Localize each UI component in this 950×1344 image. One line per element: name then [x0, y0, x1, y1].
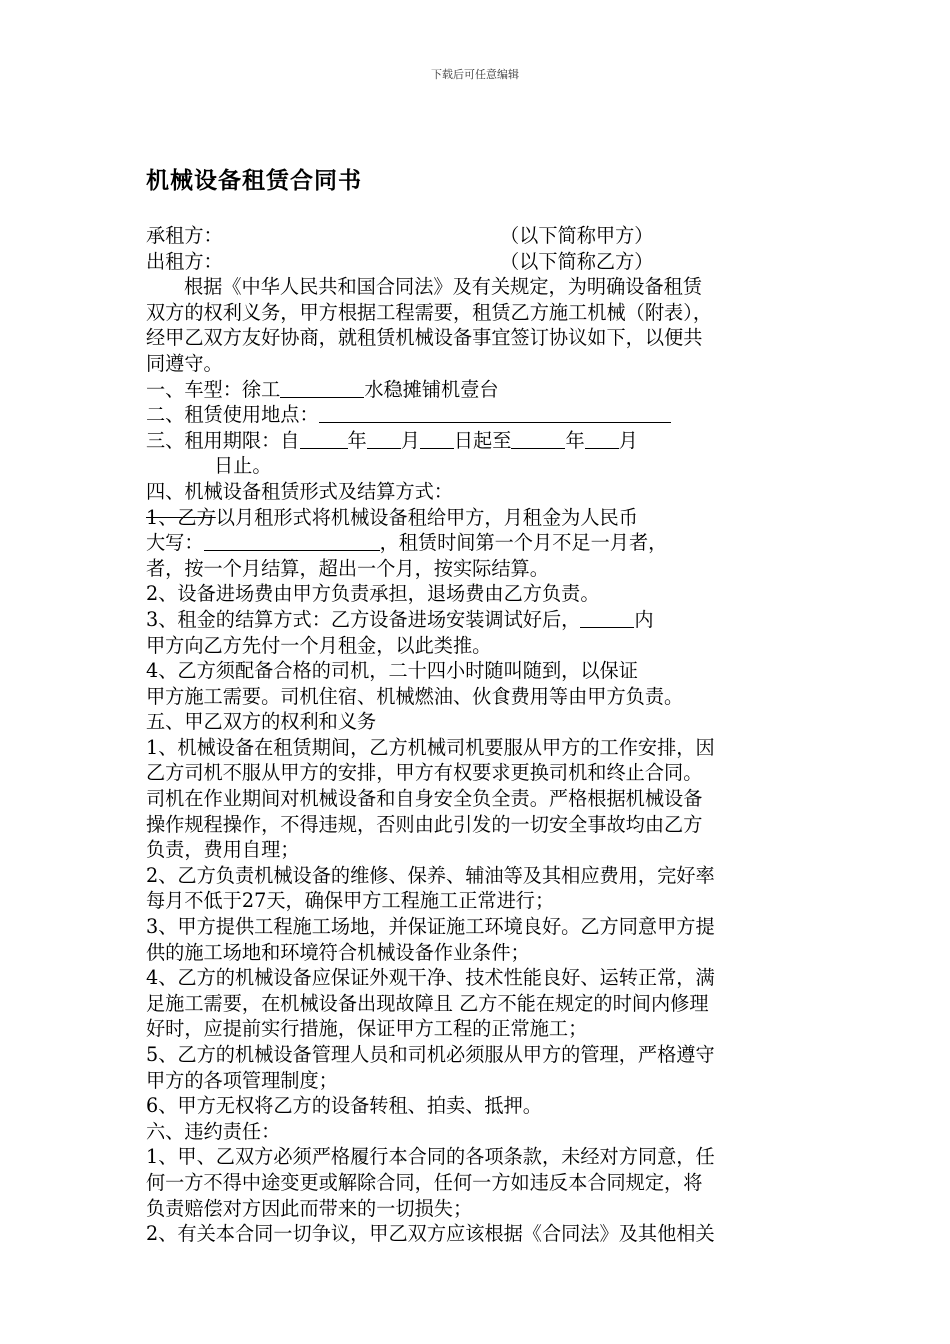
item4-heading: 四、机械设备租赁形式及结算方式：: [146, 479, 453, 503]
lessee-label: 承租方：: [146, 224, 223, 247]
term-continuation: 日止。: [214, 454, 272, 478]
item-vehicle-type: [146, 377, 810, 403]
item5-line: 5、乙方的机械设备管理人员和司机必须服从甲方的管理，严格遵守: [146, 1043, 715, 1066]
item6-line: 何一方不得中途变更或解除合同，任何一方如违反本合同规定，将: [146, 1170, 703, 1194]
preamble-line: 双方的权利义务，甲方根据工程需要，租赁乙方施工机械（附表），: [146, 300, 713, 324]
payment-days-blank[interactable]: [580, 609, 634, 628]
clause1-line2-suffix: ，租赁时间第一个月不足一月者，: [379, 531, 668, 555]
item-term: [146, 428, 810, 454]
item5-line: 甲方的各项管理制度；: [146, 1068, 338, 1092]
header-note: 下载后可任意编辑: [431, 68, 519, 81]
item6-line: 2、有关本合同一切争议，甲乙双方应该根据《合同法》及其他相关: [146, 1222, 715, 1246]
start-day-blank[interactable]: [420, 430, 454, 449]
end-year-blank[interactable]: [511, 430, 565, 449]
clause3-prefix: 3、租金的结算方式：乙方设备进场安装调试好后，: [146, 607, 581, 631]
item5-heading: 五、甲乙双方的权利和义务: [146, 710, 377, 734]
item5-line: 操作规程操作，不得违规，否则由此引发的一切安全事故均由乙方: [146, 812, 703, 836]
amount-blank[interactable]: [204, 532, 380, 551]
item4-clause2: 2、设备进场费由甲方负责承担，退场费由乙方负责。: [146, 582, 600, 606]
item6-heading: 六、违约责任：: [146, 1119, 281, 1143]
item4-clause4: 4、乙方须配备合格的司机，二十四小时随叫随到，以保证: [146, 659, 638, 683]
term-year: 年: [347, 428, 367, 452]
item-location-prefix: 二、租赁使用地点：: [146, 403, 319, 427]
contract-body: [146, 223, 810, 1247]
item5-line: 司机在作业期间对机械设备和自身安全负全责。严格根据机械设备: [146, 787, 703, 811]
start-year-blank[interactable]: [300, 430, 348, 449]
lessee-note: （以下简称甲方）: [500, 224, 654, 247]
preamble-line: 经甲乙双方友好协商，就租赁机械设备事宜签订协议如下，以便共: [146, 326, 703, 350]
term-day-from: 日起至: [453, 428, 512, 452]
item5-line: 乙方司机不服从甲方的安排，甲方有权要求更换司机和终止合同。: [146, 761, 703, 785]
item5-line: 每月不低于27天，确保甲方工程施工正常进行；: [146, 889, 555, 913]
item5-line: 好时，应提前实行措施，保证甲方工程的正常施工；: [146, 1017, 588, 1041]
lessee-line: [146, 223, 810, 249]
item5-line: 负责，费用自理；: [146, 838, 300, 862]
item6-line: 1、甲、乙双方必须严格履行本合同的各项条款，未经对方同意，任: [146, 1145, 715, 1169]
item-location: [146, 402, 810, 428]
item-vehicle-prefix: 一、车型：徐工: [146, 377, 281, 401]
item5-line: 3、甲方提供工程施工场地，并保证施工环境良好。乙方同意甲方提: [146, 915, 715, 939]
item4-clause3: [146, 607, 810, 633]
term-month2: 月: [618, 428, 638, 452]
preamble-line: 根据《中华人民共和国合同法》及有关规定，为明确设备租赁: [184, 275, 703, 299]
location-blank[interactable]: [319, 404, 671, 423]
term-prefix: 三、租用期限：自: [146, 428, 300, 452]
item6-line: 负责赔偿对方因此而带来的一切损失；: [146, 1196, 473, 1220]
item5-line: 6、甲方无权将乙方的设备转租、拍卖、抵押。: [146, 1094, 542, 1118]
item5-line: 1、机械设备在租赁期间，乙方机械司机要服从甲方的工作安排，因: [146, 735, 715, 759]
clause3-suffix: 内: [634, 607, 654, 631]
item4-clause1-line2: [146, 530, 810, 556]
lessor-line: [146, 249, 810, 275]
item5-line: 供的施工场地和环境符合机械设备作业条件；: [146, 940, 530, 964]
item-vehicle-suffix: 水稳摊铺机壹台: [364, 377, 499, 401]
clause1-text: 以月租形式将机械设备租给甲方，月租金为人民币: [215, 505, 638, 529]
item4-clause1: [146, 505, 810, 531]
lessor-note: （以下简称乙方）: [500, 249, 654, 273]
term-year2: 年: [565, 428, 585, 452]
start-month-blank[interactable]: [367, 430, 401, 449]
amount-label: 大写：: [146, 531, 204, 555]
item4-clause3-line2: 甲方向乙方先付一个月租金，以此类推。: [146, 633, 492, 657]
lessor-label: 出租方：: [146, 249, 223, 273]
item4-clause1-line3: 者，按一个月结算，超出一个月，按实际结算。: [146, 556, 549, 580]
term-month: 月: [400, 428, 420, 452]
document-title: 机械设备租赁合同书: [146, 167, 362, 194]
end-month-blank[interactable]: [585, 430, 619, 449]
item5-line: 4、乙方的机械设备应保证外观干净、技术性能良好、运转正常，满: [146, 966, 715, 990]
item4-clause4-line2: 甲方施工需要。司机住宿、机械燃油、伙食费用等由甲方负责。: [146, 684, 684, 708]
vehicle-model-blank[interactable]: [280, 379, 364, 398]
struck-text: 1、乙方: [146, 505, 216, 529]
item5-line: 2、乙方负责机械设备的维修、保养、辅油等及其相应费用，完好率: [146, 863, 715, 887]
preamble-line: 同遵守。: [146, 351, 223, 375]
item5-line: 足施工需要，在机械设备出现故障且 乙方不能在规定的时间内修理: [146, 991, 709, 1015]
